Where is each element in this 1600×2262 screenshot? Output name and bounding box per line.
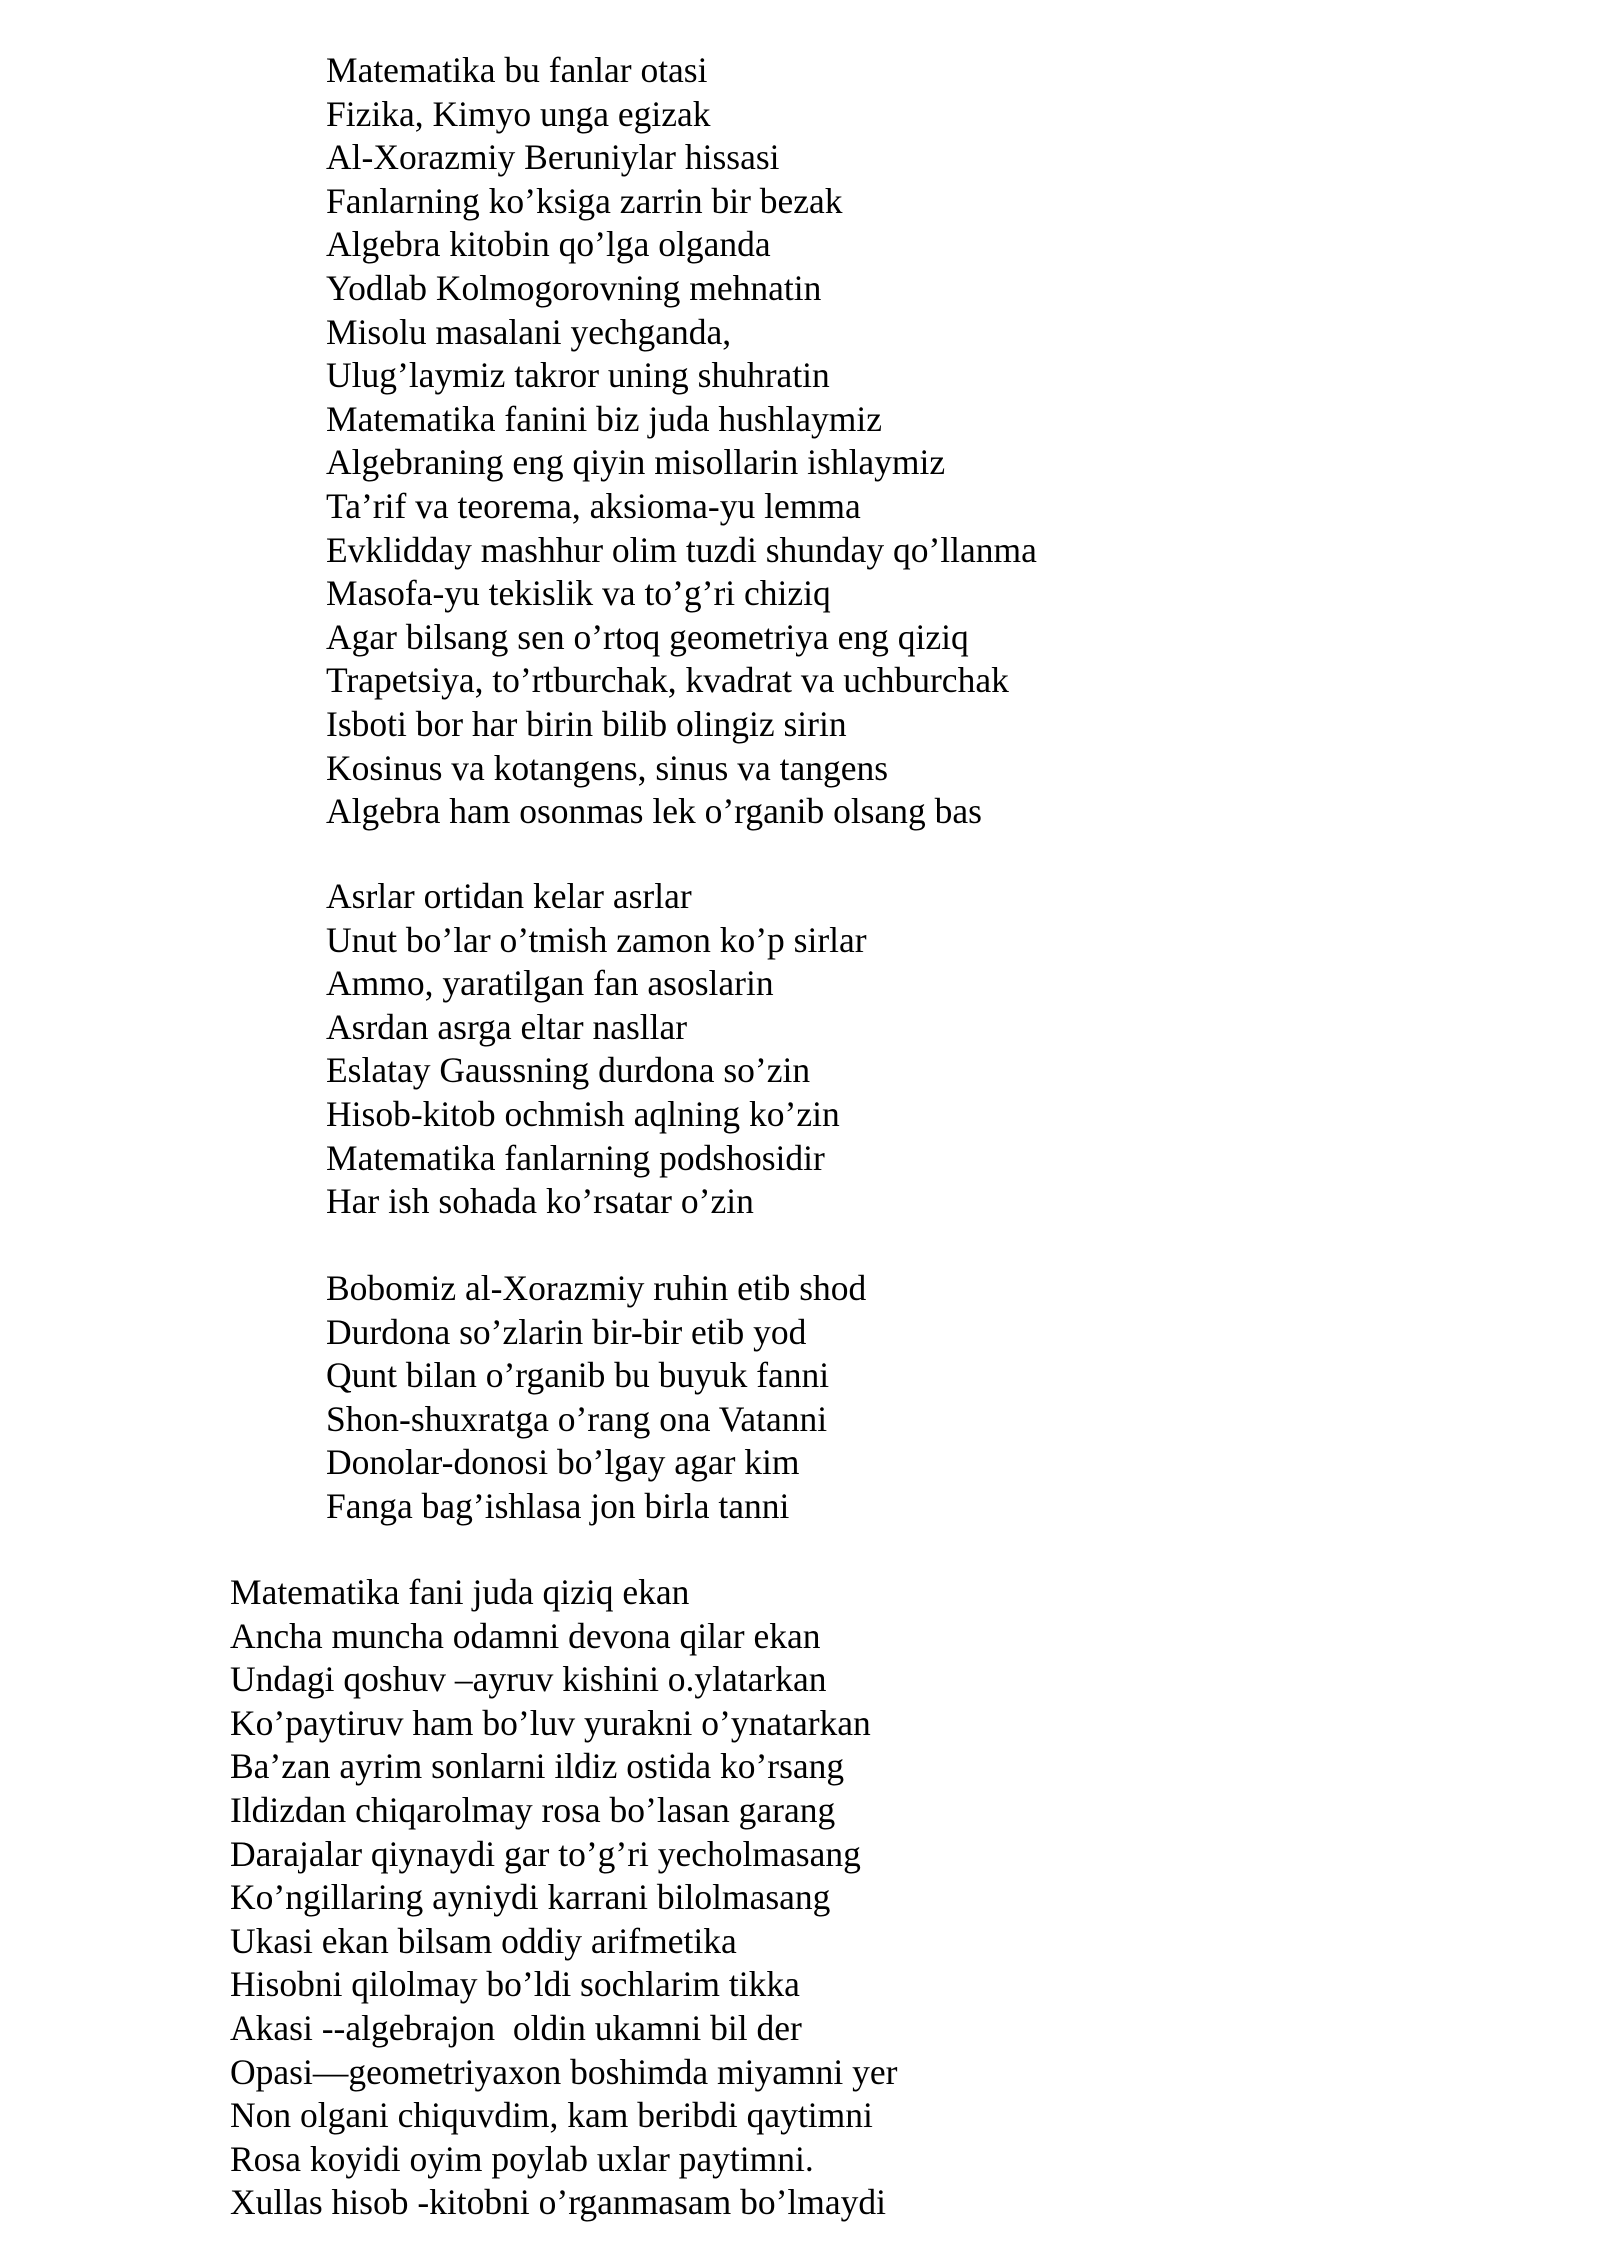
poem-line: Hisob-kitob ochmish aqlning ko’zin	[326, 1093, 840, 1134]
poem-line: Matematika fanlarning podshosidir	[326, 1137, 825, 1178]
poem-line: Isboti bor har birin bilib olingiz sirin	[326, 703, 847, 744]
poem-line: Durdona so’zlarin bir-bir etib yod	[326, 1311, 807, 1352]
poem-line: Shon-shuxratga o’rang ona Vatanni	[326, 1398, 828, 1439]
poem-stanza-1	[326, 49, 1037, 834]
poem-line: Bobomiz al-Xorazmiy ruhin etib shod	[326, 1268, 867, 1308]
poem-line: Hisobni qilolmay bo’ldi sochlarim tikka	[230, 1964, 800, 2005]
poem-line: Har ish sohada ko’rsatar o’zin	[326, 1181, 754, 1222]
poem-line: Evklidday mashhur olim tuzdi shunday qo’llanma	[326, 529, 1037, 570]
poem-line: Fanlarning ko’ksiga zarrin bir bezak	[326, 180, 843, 221]
poem-line: Fanga bag’ishlasa jon birla tanni	[326, 1485, 790, 1526]
poem-line: Yodlab Kolmogorovning mehnatin	[326, 267, 822, 308]
poem-line: Matematika bu fanlar otasi	[326, 50, 708, 90]
poem-line: Trapetsiya, to’rtburchak, kvadrat va uchburchak	[326, 660, 1009, 701]
poem-line: Algebraning eng qiyin misollarin ishlaymiz	[326, 442, 946, 483]
poem-line: Masofa-yu tekislik va to’g’ri chiziq	[326, 573, 831, 614]
poem-line: Algebra ham osonmas lek o’rganib olsang bas	[326, 791, 982, 832]
poem-stanza-4	[230, 1571, 897, 2225]
poem-line: Ulug’laymiz takror uning shuhratin	[326, 355, 830, 396]
poem-line: Fizika, Kimyo unga egizak	[326, 93, 711, 134]
poem-line: Kosinus va kotangens, sinus va tangens	[326, 747, 889, 788]
poem-stanza-2	[326, 875, 867, 1224]
poem-line: Ko’ngillaring ayniydi karrani bilolmasang	[230, 1877, 831, 1918]
poem-line: Matematika fani juda qiziq ekan	[230, 1572, 690, 1612]
poem-line: Ildizdan chiqarolmay rosa bo’lasan garang	[230, 1789, 836, 1830]
poem-line: Ko’paytiruv ham bo’luv yurakni o’ynatarkan	[230, 1702, 871, 1743]
poem-line: Ancha muncha odamni devona qilar ekan	[230, 1615, 821, 1656]
poem-line: Asrdan asrga eltar nasllar	[326, 1006, 688, 1047]
poem-line: Darajalar qiynaydi gar to’g’ri yecholmasang	[230, 1833, 861, 1874]
poem-line: Akasi --algebrajon oldin ukamni bil der	[230, 2007, 802, 2048]
poem-line: Unut bo’lar o’tmish zamon ko’p sirlar	[326, 919, 867, 960]
poem-line: Non olgani chiquvdim, kam beribdi qaytimni	[230, 2095, 873, 2136]
poem-stanza-3	[326, 1267, 866, 1529]
poem-line: Ukasi ekan bilsam oddiy arifmetika	[230, 1920, 737, 1961]
poem-line: Matematika fanini biz juda hushlaymiz	[326, 398, 883, 439]
poem-line: Opasi—geometriyaxon boshimda miyamni yer	[230, 2051, 898, 2092]
poem-line: Algebra kitobin qo’lga olganda	[326, 224, 771, 265]
poem-line: Ammo, yaratilgan fan asoslarin	[326, 963, 774, 1004]
poem-line: Rosa koyidi oyim poylab uxlar paytimni.	[230, 2138, 814, 2179]
poem-line: Ta’rif va teorema, aksioma-yu lemma	[326, 485, 861, 526]
poem-line: Misolu masalani yechganda,	[326, 311, 732, 352]
poem-line: Donolar-donosi bo’lgay agar kim	[326, 1442, 800, 1483]
poem-line: Ba’zan ayrim sonlarni ildiz ostida ko’rsang	[230, 1746, 845, 1787]
poem-line: Eslatay Gaussning durdona so’zin	[326, 1050, 811, 1091]
poem-line: Al-Xorazmiy Beruniylar hissasi	[326, 137, 780, 178]
poem-line: Asrlar ortidan kelar asrlar	[326, 876, 692, 916]
poem-line: Xullas hisob -kitobni o’rganmasam bo’lmaydi	[230, 2182, 887, 2223]
poem-line: Agar bilsang sen o’rtoq geometriya eng qiziq	[326, 616, 969, 657]
poem-line: Undagi qoshuv –ayruv kishini o.ylatarkan	[230, 1659, 827, 1700]
poem-line: Qunt bilan o’rganib bu buyuk fanni	[326, 1355, 830, 1396]
